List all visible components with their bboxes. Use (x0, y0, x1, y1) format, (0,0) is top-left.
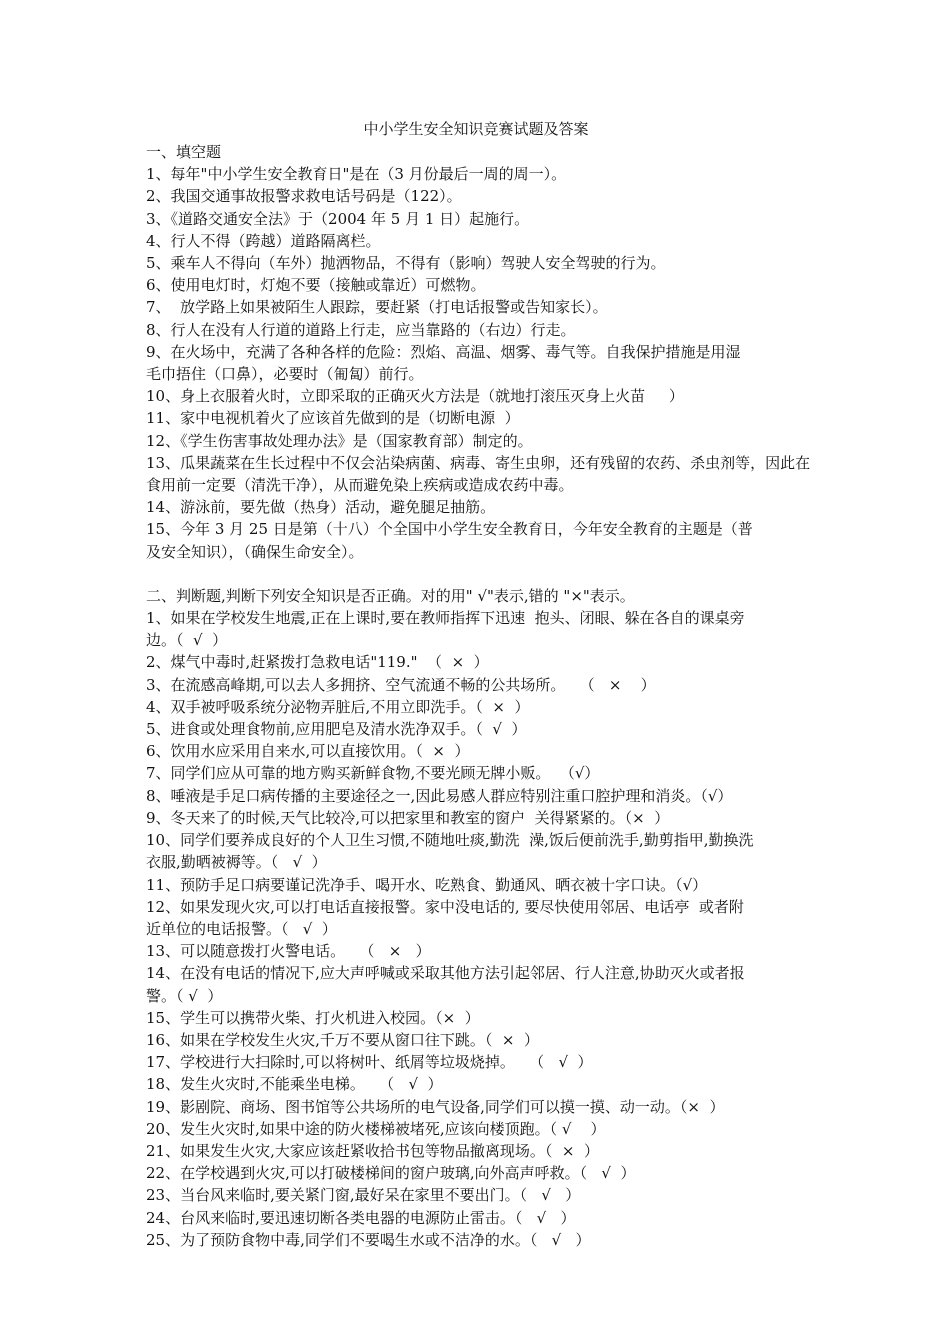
question-line: 17、学校进行大扫除时,可以将树叶、纸屑等垃圾烧掉。 （ √ ） (146, 1053, 593, 1072)
question-line: 毛巾捂住（口鼻），必要时（匍匐）前行。 (146, 365, 424, 384)
question-line: 12、如果发现火灾,可以打电话直接报警。家中没电话的, 要尽快使用邻居、电话亭 或者附 (146, 897, 744, 916)
question-line: 14、在没有电话的情况下,应大声呼喊或采取其他方法引起邻居、行人注意,协助灭火或者报 (146, 964, 745, 983)
question-line: 8、唾液是手足口病传播的主要途径之一,因此易感人群应特别注重口腔护理和消炎。（√） (146, 786, 733, 805)
question-line: 23、当台风来临时,要关紧门窗,最好呆在家里不要出门。（ √ ） (146, 1186, 581, 1205)
question-line: 9、冬天来了的时候,天气比较冷,可以把家里和教室的窗户 关得紧紧的。（× ） (146, 808, 670, 827)
section-heading-true-false: 二、判断题,判断下列安全知识是否正确。对的用" √"表示,错的 "×"表示。 (146, 586, 635, 605)
question-line: 警。（ √ ） (146, 986, 223, 1005)
question-line: 近单位的电话报警。（ √ ） (146, 919, 337, 938)
fill-in-questions (146, 163, 891, 563)
question-line: 4、行人不得（跨越）道路隔离栏。 (146, 231, 381, 250)
question-line: 21、如果发生火灾,大家应该赶紧收拾书包等物品撤离现场。（ × ） (146, 1141, 599, 1160)
question-line: 20、发生火灾时,如果中途的防火楼梯被堵死,应该向楼顶跑。（ √ ） (146, 1119, 606, 1138)
question-line: 3、在流感高峰期,可以去人多拥挤、空气流通不畅的公共场所。 （ × ） (146, 675, 656, 694)
section-gap (146, 563, 891, 585)
question-line: 1、每年"中小学生安全教育日"是在（3 月份最后一周的周一）。 (146, 165, 567, 184)
question-line: 11、家中电视机着火了应该首先做到的是（切断电源 ） (146, 409, 520, 428)
question-line: 3、《道路交通安全法》于（2004 年 5 月 1 日）起施行。 (146, 209, 530, 228)
question-line: 边。（ √ ） (146, 631, 228, 650)
question-line: 及安全知识），（确保生命安全）。 (146, 542, 364, 561)
question-line: 2、我国交通事故报警求救电话号码是（122）。 (146, 187, 462, 206)
question-line: 6、使用电灯时，灯炮不要（接触或靠近）可燃物。 (146, 276, 486, 295)
question-line: 食用前一定要（清洗干净），从而避免染上疾病或造成农药中毒。 (146, 476, 574, 495)
question-line: 19、影剧院、商场、图书馆等公共场所的电气设备,同学们可以摸一摸、动一动。（× ） (146, 1097, 725, 1116)
question-line: 11、预防手足口病要谨记洗净手、喝开水、吃熟食、勤通风、晒衣被十字口诀。（√） (146, 875, 708, 894)
question-line: 12、《学生伤害事故处理办法》是（国家教育部）制定的。 (146, 431, 533, 450)
question-line: 5、乘车人不得向（车外）抛洒物品，不得有（影响）驾驶人安全驾驶的行为。 (146, 254, 666, 273)
question-line: 16、如果在学校发生火灾,千万不要从窗口往下跳。（ × ） (146, 1030, 539, 1049)
question-line: 13、可以随意拨打火警电话。 （ × ） (146, 942, 431, 961)
question-line: 24、台风来临时,要迅速切断各类电器的电源防止雷击。（ √ ） (146, 1208, 576, 1227)
question-line: 15、今年 3 月 25 日是第（十八）个全国中小学生安全教育日，今年安全教育的主题是（普 (146, 520, 753, 539)
question-line: 18、发生火灾时,不能乘坐电梯。 （ √ ） (146, 1075, 443, 1094)
section-heading-fill-in: 一、填空题 (146, 143, 222, 161)
question-line: 5、进食或处理食物前,应用肥皂及清水洗净双手。（ √ ） (146, 720, 527, 739)
question-line: 25、为了预防食物中毒,同学们不要喝生水或不洁净的水。（ √ ） (146, 1230, 591, 1249)
question-line: 衣服,勤晒被褥等。（ √ ） (146, 853, 327, 872)
question-line: 22、在学校遇到火灾,可以打破楼梯间的窗户玻璃,向外高声呼救。（ √ ） (146, 1164, 636, 1183)
question-line: 4、双手被呼吸系统分泌物弄脏后,不用立即洗手。（ × ） (146, 697, 530, 716)
document-page (146, 118, 891, 1251)
question-line: 9、在火场中，充满了各种各样的危险：烈焰、高温、烟雾、毒气等。自我保护措施是用湿 (146, 342, 741, 361)
question-line: 7、 放学路上如果被陌生人跟踪，要赶紧（打电话报警或告知家长）。 (146, 298, 608, 317)
question-line: 10、身上衣服着火时，立即采取的正确灭火方法是（就地打滚压灭身上火苗 ） (146, 387, 684, 406)
document-title: 中小学生安全知识竞赛试题及答案 (363, 120, 589, 138)
question-line: 1、如果在学校发生地震,正在上课时,要在教师指挥下迅速 抱头、闭眼、躲在各自的课桌旁 (146, 609, 745, 628)
question-line: 2、煤气中毒时,赶紧拨打急救电话"119." （ × ） (146, 653, 489, 672)
question-line: 8、行人在没有人行道的道路上行走，应当靠路的（右边）行走。 (146, 320, 576, 339)
question-line: 10、同学们要养成良好的个人卫生习惯,不随地吐痰,勤洗 澡,饭后便前洗手,勤剪指甲,勤换洗 (146, 831, 754, 850)
true-false-questions (146, 607, 891, 1251)
question-line: 14、游泳前，要先做（热身）活动，避免腿足抽筋。 (146, 498, 496, 517)
question-line: 7、同学们应从可靠的地方购买新鲜食物,不要光顾无牌小贩。 （√） (146, 764, 600, 783)
question-line: 6、饮用水应采用自来水,可以直接饮用。（ × ） (146, 742, 470, 761)
question-line: 13、瓜果蔬菜在生长过程中不仅会沾染病菌、病毒、寄生虫卵，还有残留的农药、杀虫剂等，因此在 (146, 453, 811, 472)
question-line: 15、学生可以携带火柴、打火机进入校园。（× ） (146, 1008, 480, 1027)
